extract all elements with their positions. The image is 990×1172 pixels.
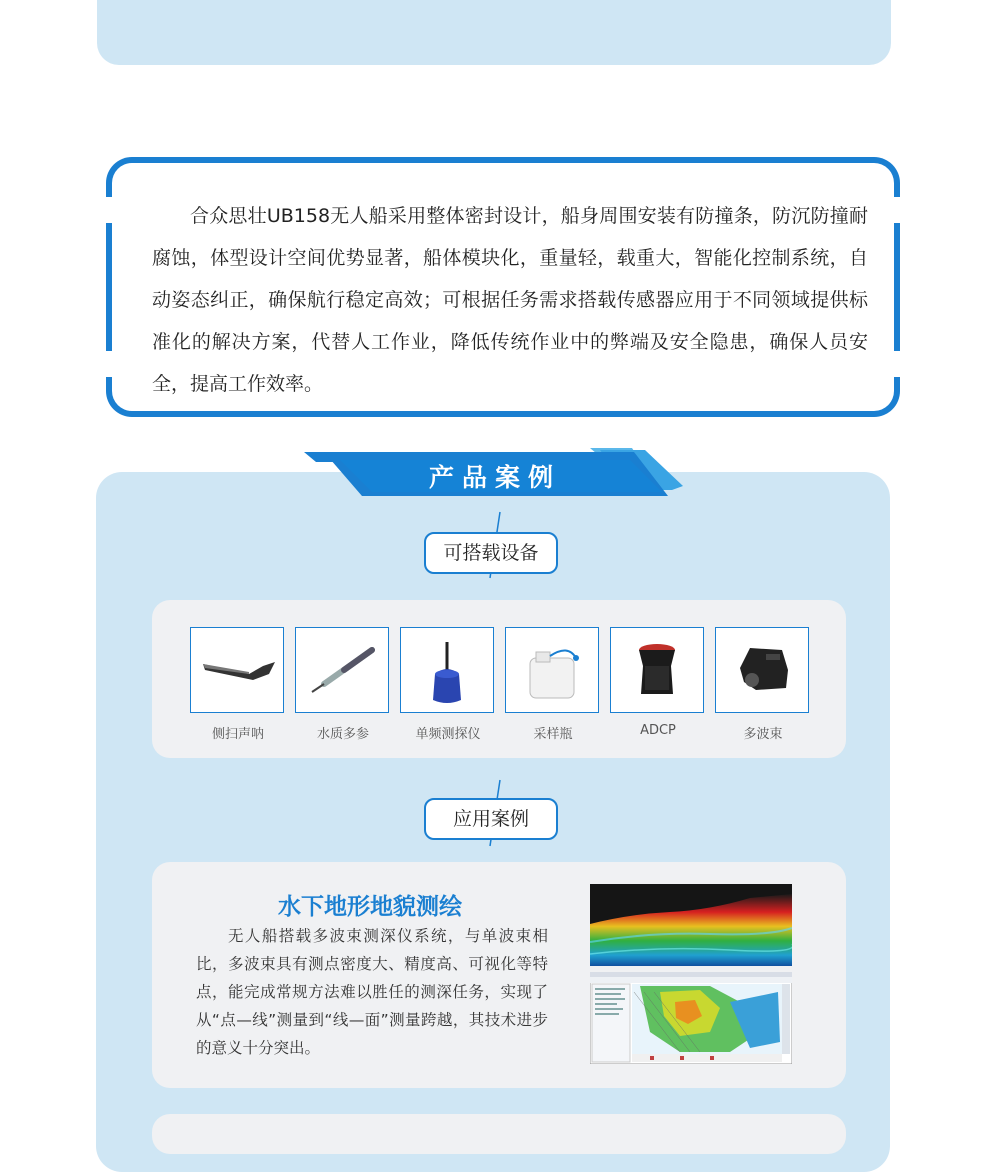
multibeam-icon xyxy=(715,627,809,713)
equipment-label: 水质多参 xyxy=(316,727,369,742)
equipment-label: 侧扫声呐 xyxy=(211,727,264,742)
equipment-item xyxy=(190,627,286,742)
sounding-software-screenshot xyxy=(590,972,792,1064)
equipment-label: 多波束 xyxy=(743,727,783,742)
adcp-icon xyxy=(610,627,704,713)
water-quality-probe-icon xyxy=(295,627,389,713)
sampling-bottle-icon xyxy=(505,627,599,713)
side-scan-sonar-icon xyxy=(190,627,284,713)
frame-notch xyxy=(894,197,900,223)
next-case-card xyxy=(152,1114,846,1154)
equipment-label: ADCP xyxy=(640,723,676,738)
intro-card xyxy=(106,157,900,417)
single-beam-echosounder-icon xyxy=(400,627,494,713)
frame-notch xyxy=(106,351,112,377)
equipment-item xyxy=(610,627,706,738)
equipment-card xyxy=(152,600,846,758)
equipment-label: 单频测探仪 xyxy=(415,727,481,742)
cases-tag: 应用案例 xyxy=(424,798,558,840)
equipment-item xyxy=(715,627,811,742)
section-title: 产品案例 xyxy=(428,463,561,492)
intro-card-inner xyxy=(112,163,894,411)
top-background-panel xyxy=(97,0,891,65)
equipment-item xyxy=(295,627,391,742)
case-title: 水下地形地貌测绘 xyxy=(278,894,462,920)
intro-paragraph: 合众思壮UB158无人船采用整体密封设计，船身周围安装有防撞条，防沉防撞耐腐蚀，体型设计空间优势显著，船体模块化，重量轻，载重大，智能化控制系统，自动姿态纠正，确保航行稳定高效；可根据任务需求搭载传感器应用于不同领域提供标准化的解决方案，代替人工作业，降低传统作业中的弊端及安全隐患，确保人员安全，提高工作效率。 xyxy=(152,205,868,395)
terrain-3d-image xyxy=(590,884,792,966)
frame-notch xyxy=(106,197,112,223)
frame-notch xyxy=(894,351,900,377)
equipment-label: 采样瓶 xyxy=(533,727,573,742)
equipment-item xyxy=(505,627,601,742)
case-card xyxy=(152,862,846,1088)
equipment-item xyxy=(400,627,496,742)
case-description: 无人船搭载多波束测深仪系统，与单波束相比，多波束具有测点密度大、精度高、可视化等特点，能完成常规方法难以胜任的测深任务，实现了从“点—线”测量到“线—面”测量跨越，其技术进步的意义十分突出。 xyxy=(196,927,548,1057)
equipment-tag: 可搭载设备 xyxy=(424,532,558,574)
